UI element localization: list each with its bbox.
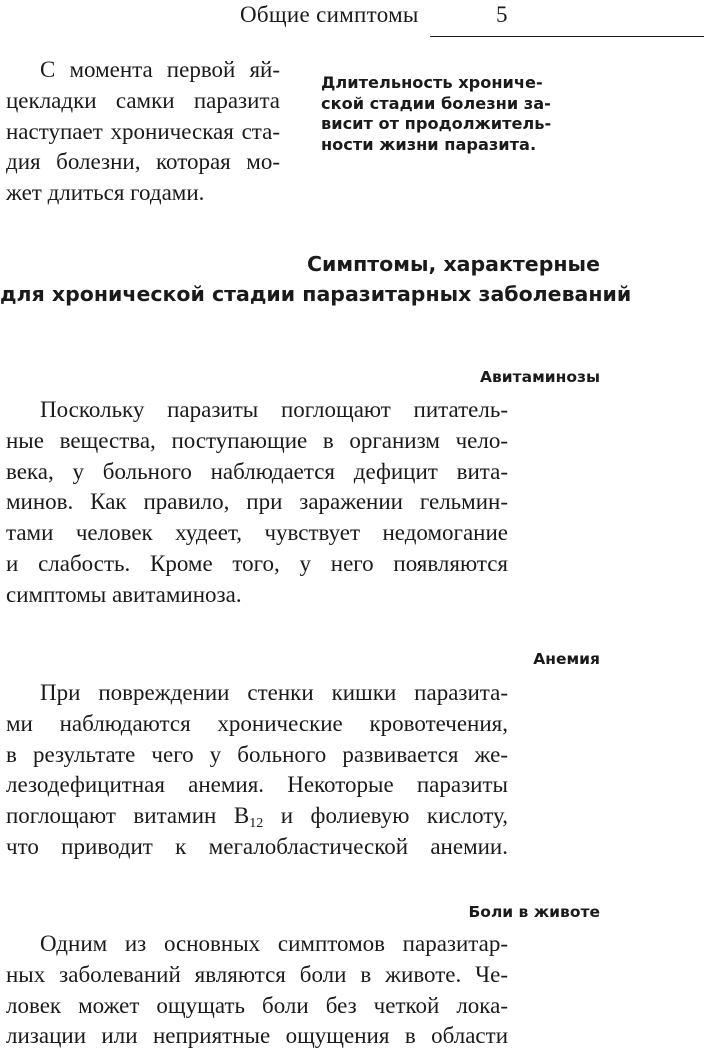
sidenote [321,73,567,155]
abdominal-pain-paragraph [6,929,508,1052]
text-line: дия болезни, которая мо- [6,149,280,175]
anemia-paragraph [6,678,508,863]
text-line: ми наблюдаются хронические кровотечения, [6,710,508,736]
intro-paragraph [6,55,280,209]
sidenote-line: ности жизни паразита. [321,134,537,154]
text-line: жет длиться годами. [6,180,205,206]
section-title-line: для хронической стадии паразитарных заболеваний [0,282,632,306]
subheading-abdominal-pain: Боли в животе [468,903,600,921]
text-line: ловек может ощущать боли без четкой лока- [6,992,508,1018]
text-line: симптомы авитаминоза. [6,581,242,607]
text-line: Одним из основных симптомов паразитар- [40,931,508,956]
text-line: Поскольку паразиты поглощают питатель- [40,397,508,422]
text-line: что приводит к мегалобластической анемии. [6,833,508,859]
section-title [0,249,632,309]
text-line: лезодефицитная анемия. Некоторые паразиты [6,772,508,798]
subheading-avitaminosis: Авитаминозы [479,368,600,386]
text-line: минов. Как правило, при заражении гельмин- [6,489,508,515]
header-rule [430,36,704,37]
text-line: в результате чего у больного развивается же- [6,741,508,767]
b12-text-before: поглощают витамин B [6,803,250,829]
text-line: ных заболеваний являются боли в животе. Че- [6,961,508,987]
text-line: века, у больного наблюдается дефицит вита- [6,458,508,484]
b12-text-after: и фолиевую кислоту, [263,803,508,829]
text-line-b12 [6,801,508,832]
text-line: С момента первой яй- [40,57,280,82]
sidenote-line: Длительность хрониче- [321,73,543,92]
subheading-anemia: Анемия [533,650,600,668]
sidenote-line: ской стадии болезни за- [321,93,551,113]
sidenote-line: висит от продолжитель- [321,114,552,134]
text-line: тами человек худеет, чувствует недомогание [6,520,508,546]
text-line: ные вещества, поступающие в организм чело- [6,427,508,453]
avitaminosis-paragraph [6,395,508,611]
text-line: наступает хроническая ста- [6,118,280,144]
text-line: При повреждении стенки кишки паразита- [40,680,508,705]
text-line: цекладки самки паразита [6,87,280,113]
text-line: и слабость. Кроме того, у него появляются [6,550,508,576]
running-title: Общие симптомы [240,2,419,27]
page-number: 5 [496,2,508,27]
section-title-line: Симптомы, характерные [306,252,600,276]
b12-subscript: 12 [249,816,264,832]
text-line: лизации или неприятные ощущения в области [6,1023,508,1049]
